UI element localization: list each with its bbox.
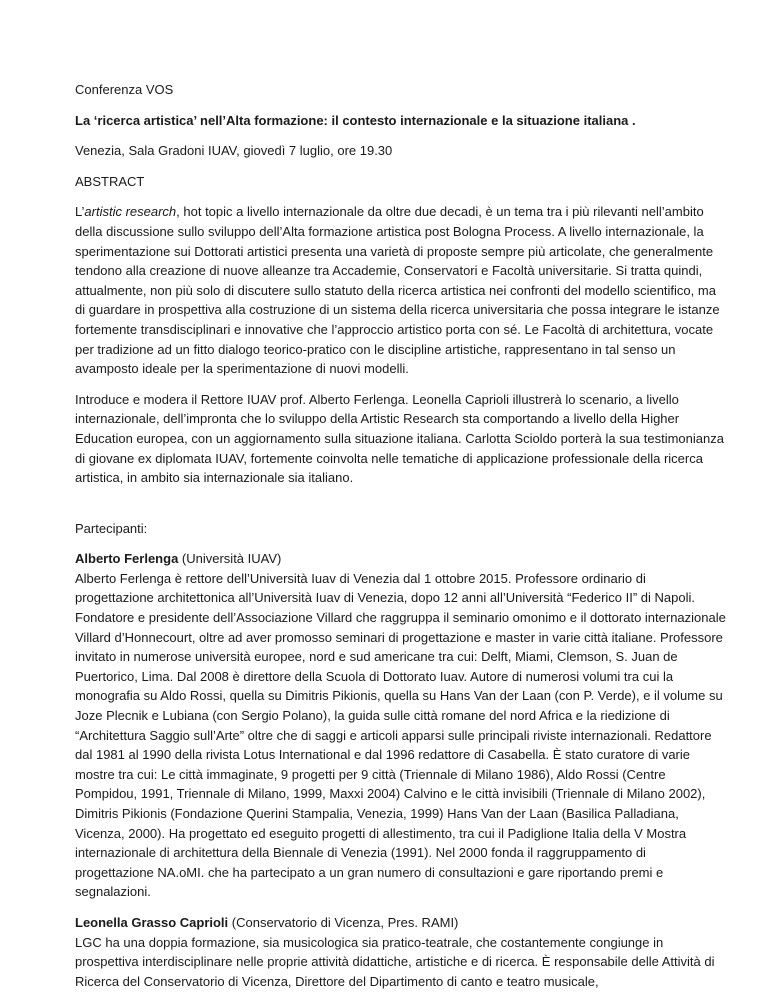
abstract-body: , hot topic a livello internazionale da oltre due decadi, è un tema tra i più rilevanti nell’ambito della discussione sullo sviluppo dell’Alta formazione artistica post Bologna Process. A livello internazionale, la sperimentazione sui Dottorati artistici presenta una varietà di proposte sempre più articolate, che generalmente tendono alla creazione di nuove alleanze tra Accademie, Conservatori e Facoltà universitarie. Si tratta quindi, attualmente, non più solo di discutere sullo statuto della ricerca artistica nei confronti del modello scientifico, ma di guardare in prospettiva alla costruzione di un sistema della ricerca universitaria che possa integrare le istanze fortemente transdisciplinari e innovative che l’approccio artistico porta con sé. Le Facoltà di architettura, vocate per tradizione ad un fitto dialogo teorico-pratico con le discipline artistiche, rappresentano in tal senso un avamposto ideale per la sperimentazione di nuovi modelli. (75, 204, 720, 377)
participants-heading: Partecipanti: (75, 520, 148, 536)
spacer (75, 499, 728, 519)
intro-paragraph: Introduce e modera il Rettore IUAV prof. Alberto Ferlenga. Leonella Caprioli illustrerà lo scenario, a livello internazionale, dell’impronta che lo sviluppo della Artistic Research sta comportando a livello della Higher Education europea, con un aggiornamento sulla situazione italiana. Carlotta Scioldo porterà la sua testimonianza di giovane ex diplomata IUAV, fortemente coinvolta nelle tematiche di applicazione professionale della ricerca artistica, in ambito sia internazionale sia italiano. (75, 391, 724, 486)
participant-affiliation: (Conservatorio di Vicenza, Pres. RAMI) (228, 914, 459, 930)
venue-line: Venezia, Sala Gradoni IUAV, giovedì 7 luglio, ore 19.30 (75, 143, 393, 159)
abstract-lead-prefix: L’ (75, 204, 85, 220)
conference-label: Conferenza VOS (75, 82, 174, 97)
abstract-lead-italic: artistic research (84, 204, 177, 220)
participant-ferlenga (75, 549, 728, 902)
participant-bio: LGC ha una doppia formazione, sia musicologica sia pratico-teatrale, che costantemente congiunge in prospettiva interdisciplinare nelle proprie attività didattiche, artistiche e di ricerca. È responsabile delle Attività di Ricerca del Conservatorio di Vicenza, Direttore del Dipartimento di canto e teatro musicale, (75, 934, 715, 989)
participant-name: Alberto Ferlenga (75, 551, 179, 567)
participant-caprioli (75, 913, 728, 991)
document-title: La ‘ricerca artistica’ nell’Alta formazione: il contesto internazionale e la situazione italiana . (75, 112, 636, 128)
participant-affiliation: (Università IUAV) (178, 551, 282, 567)
participant-name: Leonella Grasso Caprioli (75, 914, 229, 930)
abstract-heading: ABSTRACT (75, 173, 145, 189)
participant-bio: Alberto Ferlenga è rettore dell’Università Iuav di Venezia dal 1 ottobre 2015. Professore ordinario di progettazione architettonica all’Università Iuav di Venezia, dopo 12 anni all’Università “Federico II” di Napoli. Fondatore e presidente dell’Associazione Villard che raggruppa il seminario omonimo e il dottorato internazionale Villard d’Honnecourt, oltre ad aver promosso seminari di progettazione e master in varie città italiane. Professore invitato in numerose università europee, nord e sud americane tra cui: Delft, Miami, Clemson, S. Juan de Puertorico, Lima. Dal 2008 è direttore della Scuola di Dottorato Iuav. Autore di numerosi volumi tra cui la monografia su Aldo Rossi, quella su Dimitris Pikionis, quella su Hans Van der Laan (con P. Verde), e il volume su Joze Plecnik e Lubiana (con Sergio Polano), la guida sulle città romane del nord Africa e la riedizione di “Architettura Saggio sull’Arte” oltre che di saggi e articoli apparsi sulle principali riviste internazionali. Redattore dal 1981 al 1990 della rivista Lotus International e dal 1996 redattore di Casabella. È stato curatore di varie mostre tra cui: Le città immaginate, 9 progetti per 9 città (Triennale di Milano 1986), Aldo Rossi (Centre Pompidou, 1991, Triennale di Milano, 1999, Maxxi 2004) Calvino e le città invisibili (Triennale di Milano 2002), Dimitris Pikionis (Fondazione Querini Stampalia, Venezia, 1999) Hans Van der Laan (Basilica Palladiana, Vicenza, 2000). Ha progettato ed eseguito progetti di allestimento, tra cui il Padiglione Italia della V Mostra internazionale di architettura della Biennale di Venezia (1991). Nel 2000 fonda il raggruppamento di progettazione NA.oMI. che ha partecipato a un gran numero di consultazioni e gare riportando premi e segnalazioni. (75, 570, 726, 900)
abstract-paragraph (75, 202, 728, 378)
